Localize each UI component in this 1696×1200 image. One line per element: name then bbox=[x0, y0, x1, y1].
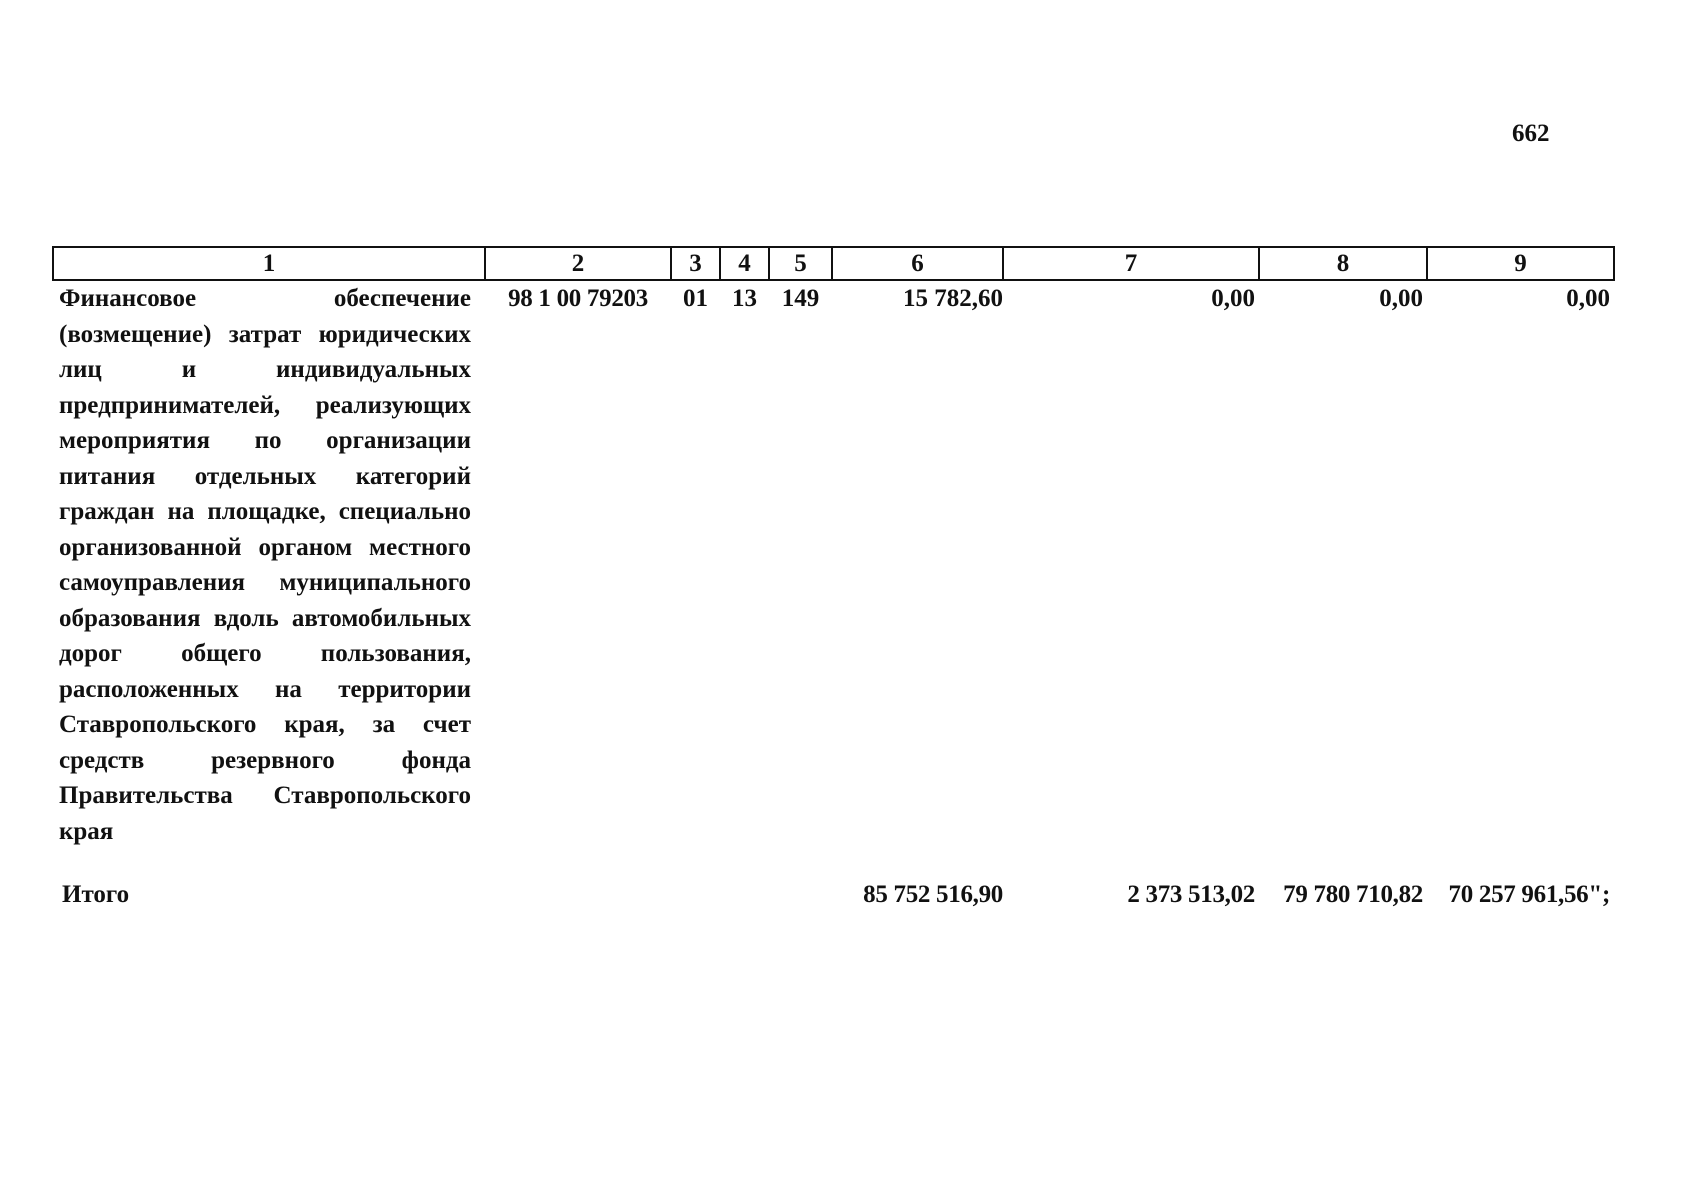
header-row bbox=[53, 247, 1614, 280]
row-col4: 13 bbox=[732, 285, 757, 312]
table-header bbox=[53, 247, 1614, 280]
row-col7: 0,00 bbox=[1211, 285, 1255, 312]
header-cell-4: 4 bbox=[720, 247, 769, 280]
row-col6: 15 782,60 bbox=[903, 285, 1003, 312]
row-description: Финансовое обеспечение (возмещение) затрат юридических лиц и индивидуальных предпринимателей, реализующих мероприятия по организации питания отдельных категорий граждан на площадке, специально организованной органом местного самоуправления муниципального образования вдоль автомобильных дорог общего пользования, расположенных на территории Ставропольского края, за счет средств резервного фонда Правительства Ставропольского края bbox=[59, 285, 471, 845]
row-col3: 01 bbox=[683, 285, 708, 312]
header-cell-6: 6 bbox=[832, 247, 1003, 280]
total-col7: 2 373 513,02 bbox=[1127, 881, 1255, 908]
header-cell-8: 8 bbox=[1259, 247, 1427, 280]
page-number: 662 bbox=[1512, 120, 1550, 147]
table-row bbox=[53, 280, 1614, 849]
header-cell-2: 2 bbox=[485, 247, 671, 280]
total-col8: 79 780 710,82 bbox=[1283, 881, 1423, 908]
row-code: 98 1 00 79203 bbox=[508, 285, 648, 312]
total-label: Итого bbox=[62, 881, 130, 908]
total-col9: 70 257 961,56"; bbox=[1448, 881, 1610, 908]
total-col6: 85 752 516,90 bbox=[863, 881, 1003, 908]
header-cell-3: 3 bbox=[671, 247, 720, 280]
header-cell-9: 9 bbox=[1427, 247, 1614, 280]
header-cell-5: 5 bbox=[769, 247, 832, 280]
budget-table bbox=[52, 246, 1615, 913]
total-row bbox=[53, 877, 1614, 913]
row-col9: 0,00 bbox=[1566, 285, 1610, 312]
header-cell-7: 7 bbox=[1003, 247, 1259, 280]
spacer-row bbox=[53, 849, 1614, 877]
row-col5: 149 bbox=[781, 285, 820, 312]
header-cell-1: 1 bbox=[53, 247, 485, 280]
row-col8: 0,00 bbox=[1379, 285, 1423, 312]
